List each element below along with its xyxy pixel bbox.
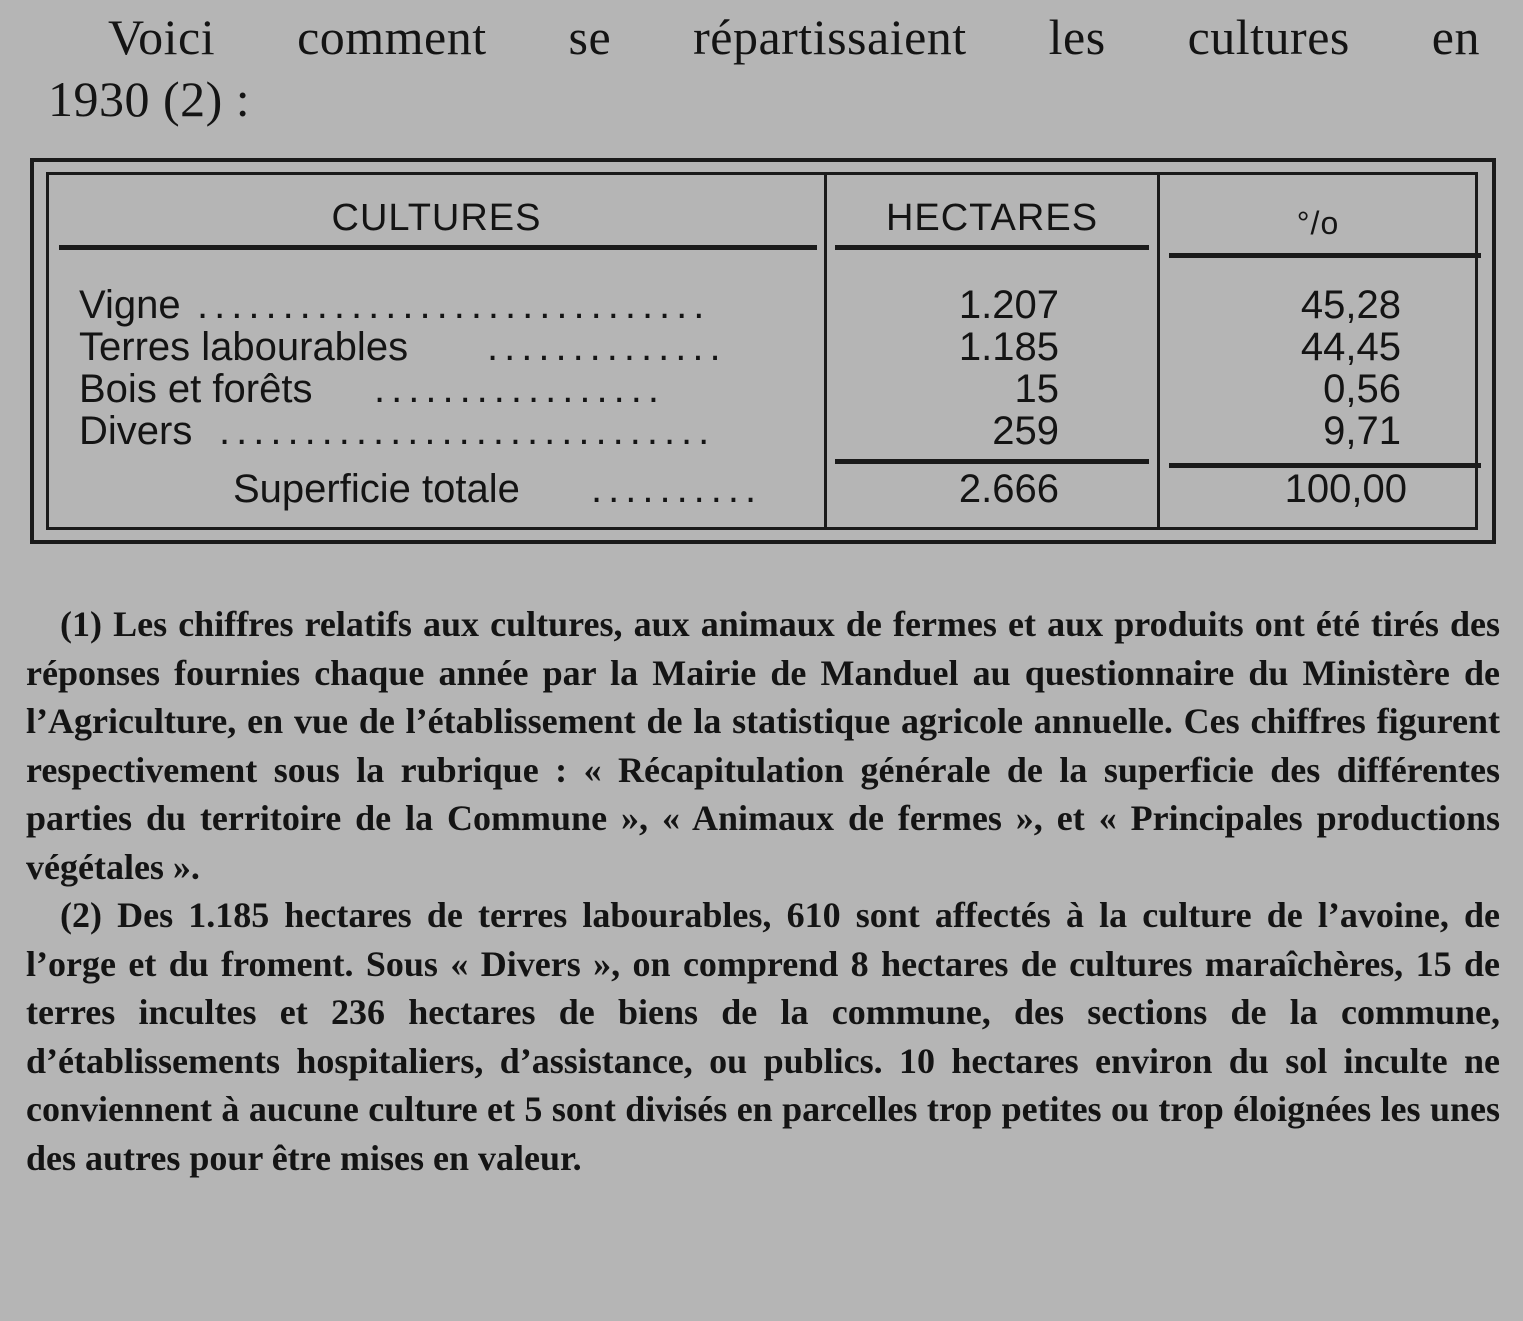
header-percent: °/o (1296, 205, 1340, 241)
header-rule (835, 245, 1149, 250)
hectares-value: 1.207 (958, 283, 1059, 327)
percent-value: 44,45 (1300, 325, 1401, 369)
leader-dots: .......... (591, 467, 763, 511)
table-row (79, 367, 1499, 411)
row-label: Bois et forêts (79, 367, 313, 411)
leader-dots: .............................. (197, 283, 711, 327)
intro-paragraph (48, 6, 1480, 130)
total-label: Superficie totale (233, 467, 520, 511)
table-row (79, 283, 1499, 327)
intro-line-2: 1930 (2) : (48, 71, 251, 127)
header-rule (1169, 253, 1481, 258)
hectares-value: 1.185 (958, 325, 1059, 369)
header-cultures: CULTURES (331, 197, 542, 239)
header-rule (59, 245, 817, 250)
hectares-value: 259 (992, 409, 1059, 453)
total-percent: 100,00 (1284, 467, 1407, 511)
intro-word: en (1431, 9, 1480, 65)
intro-word: Voici (108, 9, 216, 65)
table-row (79, 325, 1499, 369)
row-label: Terres labourables (79, 325, 409, 369)
footnote-2: (2) Des 1.185 hectares de terres labourables, 610 sont affectés à la culture de l’avoine, de l’orge et du froment. Sous « Divers », on comprend 8 hectares de cultures maraîchères, 15 de terres incultes et 236 hectares de biens de la commune, des sections de la commune, d’établissements hospitaliers, d’assistance, ou publics. 10 hectares environ du sol inculte ne conviennent à aucune culture et 5 sont divisés en parcelles trop petites ou trop éloignées les unes des autres pour être mises en valeur. (26, 895, 1500, 1178)
crops-table (30, 158, 1496, 544)
percent-value: 9,71 (1323, 409, 1401, 453)
table-total-row (79, 467, 1499, 511)
intro-line-1 (48, 6, 1480, 68)
percent-value: 45,28 (1300, 283, 1401, 327)
row-label: Vigne (79, 283, 181, 327)
footnotes (26, 600, 1500, 1182)
leader-dots: .............. (487, 325, 727, 369)
hectares-value: 15 (1014, 367, 1059, 411)
table-inner-border (46, 172, 1478, 530)
header-hectares: HECTARES (885, 197, 1099, 239)
total-rule (835, 459, 1149, 464)
intro-word: répartissaient (693, 9, 967, 65)
intro-word: les (1048, 9, 1106, 65)
percent-value: 0,56 (1323, 367, 1401, 411)
footnote-1: (1) Les chiffres relatifs aux cultures, aux animaux de fermes et aux produits ont été tirés des réponses fournies chaque année par la Mairie de Manduel au questionnaire du Ministère de l’Agriculture, en vue de l’établissement de la statistique agricole annuelle. Ces chiffres figurent respectivement sous la rubrique : « Récapitulation générale de la superficie des différentes parties du territoire de la Commune », « Animaux de fermes », et « Principales productions végétales ». (26, 604, 1500, 887)
intro-word: comment (297, 9, 487, 65)
intro-word: cultures (1187, 9, 1350, 65)
leader-dots: ............................. (219, 409, 716, 453)
total-hectares: 2.666 (958, 467, 1059, 511)
intro-word: se (568, 9, 612, 65)
leader-dots: ................. (374, 367, 665, 411)
table-row (79, 409, 1499, 453)
row-label: Divers (79, 409, 193, 453)
